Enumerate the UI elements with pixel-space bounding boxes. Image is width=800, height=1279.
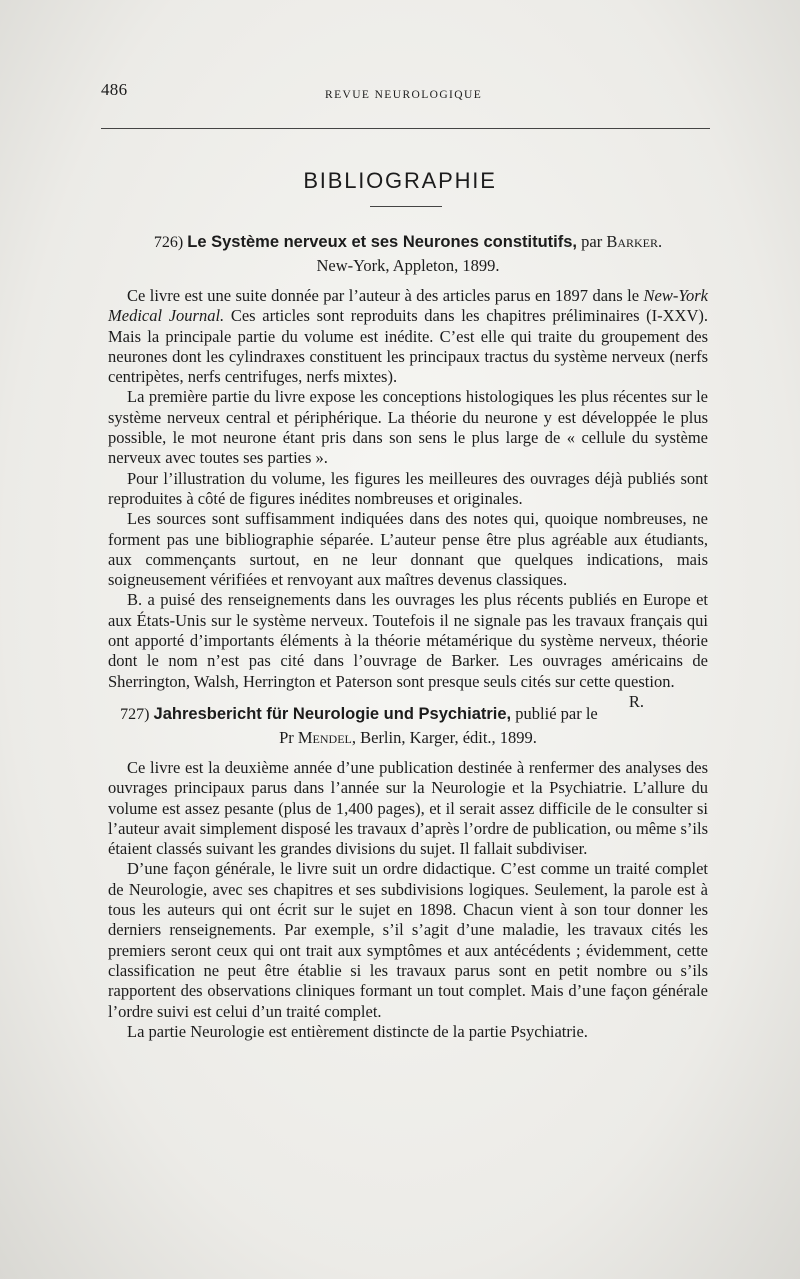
article-body: [108, 230, 708, 1042]
paragraph: D’une façon générale, le livre suit un ordre didactique. C’est comme un traité complet de Neurologie, avec ses chapitres et ses subdivisions logiques. Seulement, la parole est à tous les auteurs qui ont écrit sur le sujet en 1898. Chacun vient à son tour donner les derniers renseignements. Par exemple, s’il s’agit d’une maladie, les travaux cités les premiers seront ceux qui ont trait aux symptômes et aux antécédents ; évidemment, cette classification ne peut être établie si les travaux parus sont en petit nombre ou s’ils rapportent des observations cliniques formant un tout complet. Mais d’une façon générale l’ordre suivi est celui d’un traité complet.: [108, 859, 708, 1021]
page-number: 486: [101, 80, 128, 99]
entry-by: par: [581, 232, 603, 251]
entry-title: Jahresbericht für Neurologie und Psychiatrie,: [153, 704, 512, 723]
entry-publication: Berlin, Karger, édit., 1899.: [360, 727, 537, 747]
entry-author: Mendel,: [297, 727, 356, 747]
signature: R.: [628, 691, 644, 711]
author-prefix: Pr: [279, 727, 294, 747]
paragraph-text: Ces articles sont reproduits dans les chapitres préliminaires (I-XXV). Mais la principale partie du volume est inédite. C’est elle qui traite du groupement des neurones dont les cylindraxes constituent les principaux tractus du système nerveux (nerfs centripètes, nerfs centrifuges, nerfs mixtes).: [108, 306, 709, 387]
paragraph: Pour l’illustration du volume, les figures les meilleures des ouvrages déjà publiés sont reproduites à côté de figures inédites nombreuses et originales.: [108, 468, 708, 508]
entry-by: publié par le: [515, 703, 598, 723]
paragraph-text: Ce livre est une suite donnée par l’auteur à des articles parus en 1897 dans le: [127, 286, 644, 305]
entry-number: 727): [120, 705, 150, 723]
bibliography-entry: [108, 230, 709, 711]
journal-title: New-York Medical Journal.: [108, 286, 708, 326]
bibliography-entry: [108, 702, 708, 1042]
paragraph: La première partie du livre expose les conceptions histologiques les plus récentes sur le système nerveux central et périphérique. La théorie du neurone y est développée le plus possible, le mot neurone étant pris dans son sens le plus large de « cellule du système nerveux avec toutes ses parties ».: [108, 387, 708, 468]
paragraph: La partie Neurologie est entièrement distincte de la partie Psychiatrie.: [127, 1021, 588, 1041]
title-divider: [370, 206, 442, 207]
paragraph: [108, 286, 708, 387]
running-title: REVUE NEUROLOGIQUE: [325, 89, 483, 101]
section-title: BIBLIOGRAPHIE: [303, 168, 497, 193]
entry-number: 726): [153, 234, 184, 251]
header-rule: [101, 128, 710, 129]
page-header: [101, 80, 711, 110]
paragraph: Les sources sont suffisamment indiquées dans des notes qui, quoique nombreuses, ne forment pas une bibliographie séparée. L’auteur pense être plus agréable aux étudiants, aux commençants surtout, en ne leur donnant que quelques indications, mais soigneusement vérifiées et renvoyant aux maîtres devenus classiques.: [108, 509, 708, 590]
entry-publication: New-York, Appleton, 1899.: [316, 256, 500, 275]
paragraph: [108, 590, 708, 711]
paragraph: Ce livre est la deuxième année d’une publication destinée à renfermer des analyses des ouvrages principaux parus dans l’année sur la Neurologie et la Psychiatrie. L’allure du volume est assez pesante (plus de 1,400 pages), et il serait assez difficile de le consulter si l’auteur avait simplement disposé les travaux d’après l’ordre de publication, ou même s’ils étaient classés suivant les grandes divisions du sujet. Il fallait subdiviser.: [108, 757, 708, 859]
entry-title: Le Système nerveux et ses Neurones constitutifs,: [187, 233, 578, 251]
entry-author: Barker.: [606, 232, 663, 251]
paragraph-text: B. a puisé des renseignements dans les ouvrages les plus récents publiés en Europe et aux États-Unis sur le système nerveux. Toutefois il ne signale pas les travaux français qui ont apporté d’importants éléments à la théorie métamérique du système nerveux, théorie dont le nom n’est pas cité dans l’ouvrage de Barker. Les ouvrages américains de Sherrington, Walsh, Herrington et Paterson sont presque seuls cités sur cette question.: [108, 590, 708, 691]
entry-heading: [108, 230, 708, 277]
